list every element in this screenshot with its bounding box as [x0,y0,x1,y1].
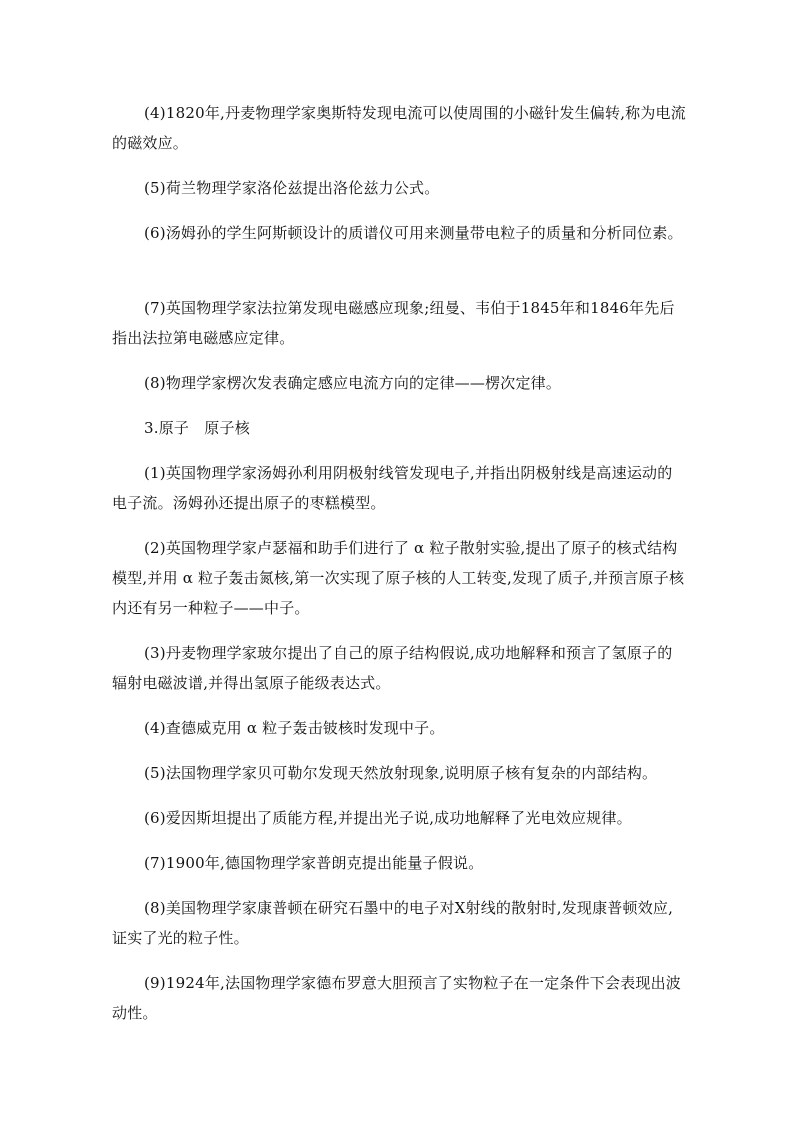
paragraph-lenz: (8)物理学家楞次发表确定感应电流方向的定律——楞次定律。 [144,374,562,392]
paragraph-becquerel: (5)法国物理学家贝可勒尔发现天然放射现象,说明原子核有复杂的内部结构。 [144,764,658,782]
paragraph-compton: (8)美国物理学家康普顿在研究石墨中的电子对X射线的散射时,发现康普顿效应,证实了光的粒子性。 [112,899,674,947]
paragraph-thomson: (1)英国物理学家汤姆孙利用阴极射线管发现电子,并指出阴极射线是高速运动的电子流。汤姆孙还提出原子的枣糕模型。 [112,464,673,512]
section-heading-atom-nucleus: 3.原子 原子核 [144,419,250,437]
paragraph-de-broglie: (9)1924年,法国物理学家德布罗意大胆预言了实物粒子在一定条件下会表现出波动性。 [112,974,681,1022]
paragraph-lorentz: (5)荷兰物理学家洛伦兹提出洛伦兹力公式。 [144,179,440,197]
paragraph-planck: (7)1900年,德国物理学家普朗克提出能量子假说。 [144,854,484,872]
paragraph-rutherford: (2)英国物理学家卢瑟福和助手们进行了 α 粒子散射实验,提出了原子的核式结构模型,并用 α 粒子轰击氮核,第一次实现了原子核的人工转变,发现了质子,并预言原子核内还有另一种粒子——中子。 [112,539,685,617]
paragraph-einstein: (6)爱因斯坦提出了质能方程,并提出光子说,成功地解释了光电效应规律。 [144,809,632,827]
paragraph-oersted: (4)1820年,丹麦物理学家奥斯特发现电流可以使周围的小磁针发生偏转,称为电流的磁效应。 [112,104,686,152]
paragraph-chadwick: (4)查德威克用 α 粒子轰击铍核时发现中子。 [144,719,445,737]
paragraph-faraday: (7)英国物理学家法拉第发现电磁感应现象;纽曼、韦伯于1845年和1846年先后指出法拉第电磁感应定律。 [112,299,675,347]
paragraph-bohr: (3)丹麦物理学家玻尔提出了自己的原子结构假说,成功地解释和预言了氢原子的辐射电磁波谱,并得出氢原子能级表达式。 [112,644,673,692]
paragraph-aston: (6)汤姆孙的学生阿斯顿设计的质谱仪可用来测量带电粒子的质量和分析同位素。 [144,224,683,242]
